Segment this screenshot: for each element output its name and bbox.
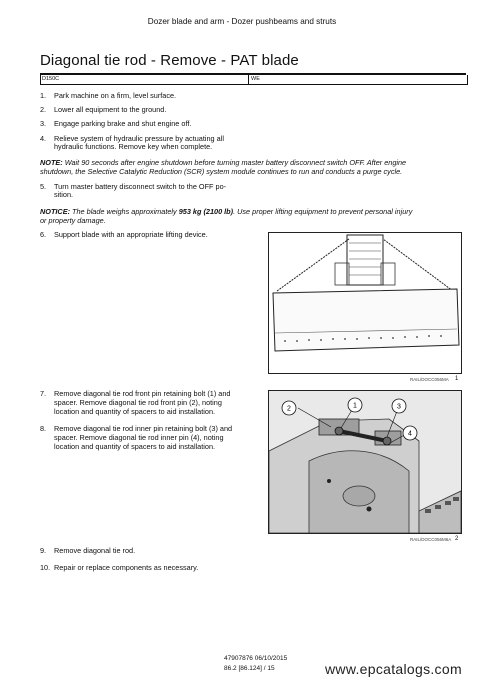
step-2: 2. Lower all equipment to the ground. — [40, 105, 167, 114]
note-engine-shutdown — [40, 158, 470, 177]
step-5: 5. Turn master battery disconnect switch to the OFF po- sition. — [40, 182, 227, 199]
meta-separator — [248, 75, 249, 84]
section-header: Dozer blade and arm - Dozer pushbeams and struts — [147, 17, 337, 26]
dozer-blade-illustration — [269, 233, 461, 373]
step-10: 10. Repair or replace components as necessary. — [40, 563, 199, 572]
figure-2-caption: RAIL/DOCC056M6A — [410, 537, 452, 542]
step-8: 8. Remove diagonal tie rod inner pin retaining bolt (3) and spacer. Remove diagonal tie rod inner pin (4), noting location and quantity of spacers to aid installation. — [40, 424, 233, 451]
callout-2-label: 2 — [287, 405, 291, 413]
figure-1-caption: RAIL/DOCC056MA — [410, 377, 449, 382]
footer-page-number: 86.2 [86.124] / 15 — [224, 665, 275, 672]
figure-1-number: 1 — [455, 376, 459, 382]
callout-4-label: 4 — [408, 430, 412, 438]
figure-1-blade-lifting — [268, 232, 462, 374]
step-3: 3. Engage parking brake and shut engine off. — [40, 119, 192, 128]
callout-1-label: 1 — [353, 402, 357, 410]
figure-2-tie-rod-pins — [268, 390, 462, 534]
step-6: 6. Support blade with an appropriate lifting device. — [40, 230, 208, 239]
blade-weight: 953 kg (2100 lb) — [178, 207, 234, 216]
figure-2-number: 2 — [455, 536, 459, 542]
step-7: 7. Remove diagonal tie rod front pin retaining bolt (1) and spacer. Remove diagonal tie rod front pin (2), noting location and quantity of spacers to aid installation. — [40, 389, 231, 416]
step-1: 1. Park machine on a firm, level surface. — [40, 91, 177, 100]
page-title: Diagonal tie rod - Remove - PAT blade — [40, 52, 299, 69]
model-label: D150C — [42, 76, 60, 82]
footer-doc-id: 47907876 06/10/2015 — [224, 655, 288, 662]
note-label: NOTE: — [40, 158, 63, 167]
region-label: WE — [251, 76, 260, 82]
model-region-row — [40, 75, 468, 85]
note-line-2: shutdown, the Selective Catalytic Reduction (SCR) system module continues to run and conducts a purge cycle. — [40, 167, 403, 177]
notice-label: NOTICE: — [40, 207, 70, 216]
step-9: 9. Remove diagonal tie rod. — [40, 546, 136, 555]
note-line-1: Wait 90 seconds after engine shutdown before turning master battery disconnect switch OFF. After engine — [64, 158, 407, 167]
tie-rod-illustration — [269, 391, 461, 533]
watermark: www.epcatalogs.com — [325, 661, 462, 677]
callout-3-label: 3 — [397, 403, 401, 411]
notice-blade-weight: NOTICE: The blade weighs approximately 953 kg (2100 lb). Use proper lifting equipment to prevent personal injury or property damage. — [40, 207, 413, 226]
step-4: 4. Relieve system of hydraulic pressure by actuating all hydraulic functions. Remove key when complete. — [40, 134, 224, 151]
